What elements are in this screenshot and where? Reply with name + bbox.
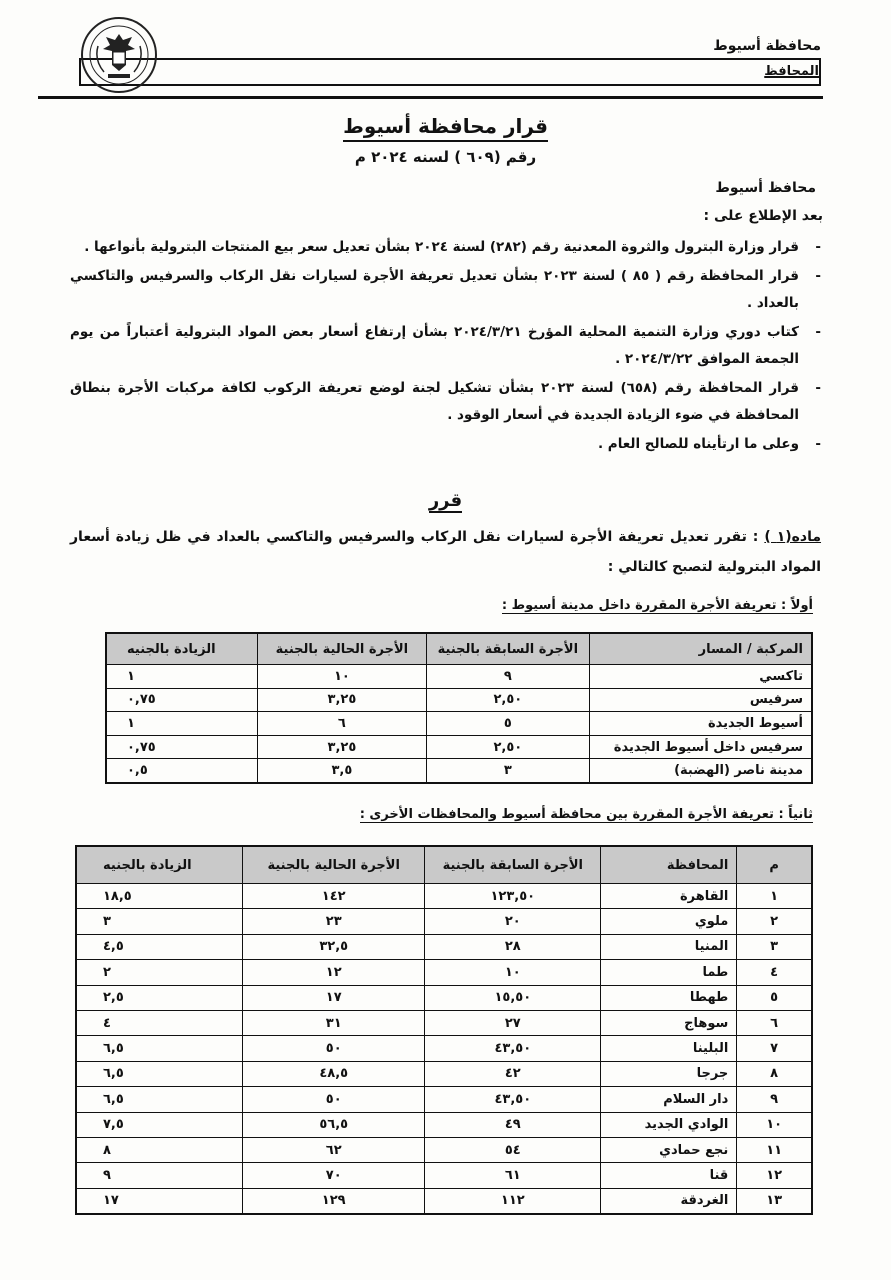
increase-cell: ٤	[76, 1010, 243, 1035]
table-header-row	[106, 633, 812, 665]
preamble-item: - كتاب دوري وزارة التنمية المحلية المؤرخ ٢٠٢٤/٣/٢١ بشأن إرتفاع أسعار بعض المواد البترولية أعتباراً من يوم الجمعة الموافق ٢٠٢٤/٣/٢٢ .	[70, 324, 821, 367]
prev-fare-cell: ٥	[426, 712, 590, 736]
table-header-row	[76, 846, 812, 884]
increase-cell: ١٧	[76, 1188, 243, 1214]
prev-fare-cell: ٣	[426, 759, 590, 783]
current-fare-cell: ١٠	[258, 665, 426, 689]
increase-cell: ٠,٧٥	[106, 688, 258, 712]
destination-cell: طهطا	[601, 985, 737, 1010]
serial-cell: ٣	[737, 934, 812, 959]
current-fare-cell: ٣١	[243, 1010, 425, 1035]
table-row	[76, 934, 812, 959]
article-text: : تقرر تعديل تعريفة الأجرة لسيارات نقل الركاب والسرفيس والتاكسي بالعداد في ظل زيادة أسعار المواد البترولية لتصبح كالتالي :	[70, 529, 821, 575]
governor-label: محافظ أسيوط	[715, 180, 816, 196]
table-row	[106, 735, 812, 759]
current-fare-cell: ٥٦,٥	[243, 1112, 425, 1137]
column-header: الأجرة السابقة بالجنية	[425, 846, 601, 884]
increase-cell: ٦,٥	[76, 1087, 243, 1112]
prev-fare-cell: ١٢٣,٥٠	[425, 884, 601, 909]
destination-cell: قنا	[601, 1163, 737, 1188]
table-row	[76, 1061, 812, 1086]
column-header: الزيادة بالجنيه	[76, 846, 243, 884]
eagle-seal-icon	[80, 16, 158, 94]
route-cell: تاكسي	[590, 665, 812, 689]
table-row	[76, 1010, 812, 1035]
serial-cell: ٤	[737, 960, 812, 985]
decides-heading: قرر	[428, 490, 463, 511]
column-header: الأجرة السابقة بالجنية	[426, 633, 590, 665]
destination-cell: دار السلام	[601, 1087, 737, 1112]
column-header: المحافظة	[601, 846, 737, 884]
header-rule	[38, 96, 823, 99]
route-cell: مدينة ناصر (الهضبة)	[590, 759, 812, 783]
table-row	[76, 985, 812, 1010]
table-row	[76, 909, 812, 934]
prev-fare-cell: ١٥,٥٠	[425, 985, 601, 1010]
current-fare-cell: ٢٣	[243, 909, 425, 934]
destination-cell: المنيا	[601, 934, 737, 959]
column-header: الأجرة الحالية بالجنية	[258, 633, 426, 665]
prev-fare-cell: ٤٢	[425, 1061, 601, 1086]
current-fare-cell: ٤٨,٥	[243, 1061, 425, 1086]
current-fare-cell: ٣٢,٥	[243, 934, 425, 959]
increase-cell: ٣	[76, 909, 243, 934]
route-cell: سرفيس داخل أسيوط الجديدة	[590, 735, 812, 759]
current-fare-cell: ٥٠	[243, 1036, 425, 1061]
current-fare-cell: ١٤٢	[243, 884, 425, 909]
increase-cell: ٠,٥	[106, 759, 258, 783]
destination-cell: نجع حمادي	[601, 1137, 737, 1162]
serial-cell: ١١	[737, 1137, 812, 1162]
current-fare-cell: ٧٠	[243, 1163, 425, 1188]
prev-fare-cell: ٤٣,٥٠	[425, 1036, 601, 1061]
increase-cell: ٦,٥	[76, 1036, 243, 1061]
destination-cell: جرجا	[601, 1061, 737, 1086]
increase-cell: ١	[106, 712, 258, 736]
prev-fare-cell: ٢,٥٠	[426, 688, 590, 712]
prev-fare-cell: ٢٨	[425, 934, 601, 959]
decree-title: قرار محافظة أسيوط	[0, 114, 891, 138]
increase-cell: ٦,٥	[76, 1061, 243, 1086]
current-fare-cell: ١٧	[243, 985, 425, 1010]
governorate-name: محافظة أسيوط	[713, 38, 821, 54]
current-fare-cell: ٣,٢٥	[258, 735, 426, 759]
route-cell: أسيوط الجديدة	[590, 712, 812, 736]
prev-fare-cell: ٤٣,٥٠	[425, 1087, 601, 1112]
table-row	[76, 1188, 812, 1214]
prev-fare-cell: ٢,٥٠	[426, 735, 590, 759]
serial-cell: ٢	[737, 909, 812, 934]
table-row	[76, 1036, 812, 1061]
increase-cell: ٢,٥	[76, 985, 243, 1010]
table-row	[106, 759, 812, 783]
current-fare-cell: ٣,٥	[258, 759, 426, 783]
prev-fare-cell: ١١٢	[425, 1188, 601, 1214]
serial-cell: ٩	[737, 1087, 812, 1112]
increase-cell: ٨	[76, 1137, 243, 1162]
preamble-item: - قرار المحافظة رقم ( ٨٥ ) لسنة ٢٠٢٣ بشأن تعديل تعريفة الأجرة لسيارات نقل الركاب والسرفيس والتاكسي بالعداد .	[70, 268, 821, 311]
current-fare-cell: ٦	[258, 712, 426, 736]
after-review-label: بعد الإطلاع على :	[703, 208, 823, 224]
destination-cell: الغردقة	[601, 1188, 737, 1214]
preamble-item: - قرار وزارة البترول والثروة المعدنية رقم (٢٨٢) لسنة ٢٠٢٤ بشأن تعديل سعر بيع المنتجات البترولية بأنواعها .	[84, 239, 821, 255]
letterhead	[79, 34, 821, 86]
section2-title: ثانياً : تعريفة الأجرة المقررة بين محافظة أسيوط والمحافظات الأخرى :	[359, 807, 813, 822]
decree-number: رقم (٦٠٩ ) لسنه ٢٠٢٤ م	[354, 148, 537, 166]
table-row	[106, 712, 812, 736]
increase-cell: ١٨,٥	[76, 884, 243, 909]
increase-cell: ١	[106, 665, 258, 689]
serial-cell: ٨	[737, 1061, 812, 1086]
prev-fare-cell: ٩	[426, 665, 590, 689]
serial-cell: ٧	[737, 1036, 812, 1061]
destination-cell: طما	[601, 960, 737, 985]
column-header: الأجرة الحالية بالجنية	[243, 846, 425, 884]
prev-fare-cell: ٤٩	[425, 1112, 601, 1137]
current-fare-cell: ٦٢	[243, 1137, 425, 1162]
column-header: الزيادة بالجنيه	[106, 633, 258, 665]
column-header: م	[737, 846, 812, 884]
serial-cell: ٥	[737, 985, 812, 1010]
increase-cell: ٤,٥	[76, 934, 243, 959]
section1-title: أولاً : تعريفة الأجرة المقررة داخل مدينة أسيوط :	[501, 598, 813, 613]
current-fare-cell: ١٢٩	[243, 1188, 425, 1214]
article-label: ماده(١ )	[764, 529, 822, 545]
table-row	[76, 1137, 812, 1162]
increase-cell: ٧,٥	[76, 1112, 243, 1137]
intercity-fare-table	[75, 845, 813, 1215]
current-fare-cell: ٥٠	[243, 1087, 425, 1112]
destination-cell: البلينا	[601, 1036, 737, 1061]
serial-cell: ١٢	[737, 1163, 812, 1188]
article-1	[70, 522, 821, 582]
destination-cell: الوادي الجديد	[601, 1112, 737, 1137]
preamble-list	[70, 234, 821, 460]
destination-cell: ملوي	[601, 909, 737, 934]
office-name: المحافظ	[79, 58, 821, 86]
current-fare-cell: ١٢	[243, 960, 425, 985]
table-row	[106, 665, 812, 689]
serial-cell: ١	[737, 884, 812, 909]
prev-fare-cell: ٥٤	[425, 1137, 601, 1162]
preamble-item: - وعلى ما ارتأيناه للصالح العام .	[597, 436, 821, 452]
prev-fare-cell: ١٠	[425, 960, 601, 985]
table-row	[76, 1112, 812, 1137]
increase-cell: ٩	[76, 1163, 243, 1188]
table-row	[76, 1163, 812, 1188]
increase-cell: ٢	[76, 960, 243, 985]
increase-cell: ٠,٧٥	[106, 735, 258, 759]
serial-cell: ٦	[737, 1010, 812, 1035]
serial-cell: ١٣	[737, 1188, 812, 1214]
table-row	[76, 1087, 812, 1112]
prev-fare-cell: ٢٠	[425, 909, 601, 934]
city-fare-table	[105, 632, 813, 784]
prev-fare-cell: ٦١	[425, 1163, 601, 1188]
prev-fare-cell: ٢٧	[425, 1010, 601, 1035]
serial-cell: ١٠	[737, 1112, 812, 1137]
destination-cell: القاهرة	[601, 884, 737, 909]
current-fare-cell: ٣,٢٥	[258, 688, 426, 712]
destination-cell: سوهاج	[601, 1010, 737, 1035]
table-row	[76, 884, 812, 909]
route-cell: سرفيس	[590, 688, 812, 712]
preamble-item: - قرار المحافظة رقم (٦٥٨) لسنة ٢٠٢٣ بشأن تشكيل لجنة لوضع تعريفة الركوب لكافة مركبات الأجرة بنطاق المحافظة في ضوء الزيادة الجديدة في أسعار الوقود .	[70, 380, 821, 423]
table-row	[106, 688, 812, 712]
table-row	[76, 960, 812, 985]
column-header: المركبة / المسار	[590, 633, 812, 665]
